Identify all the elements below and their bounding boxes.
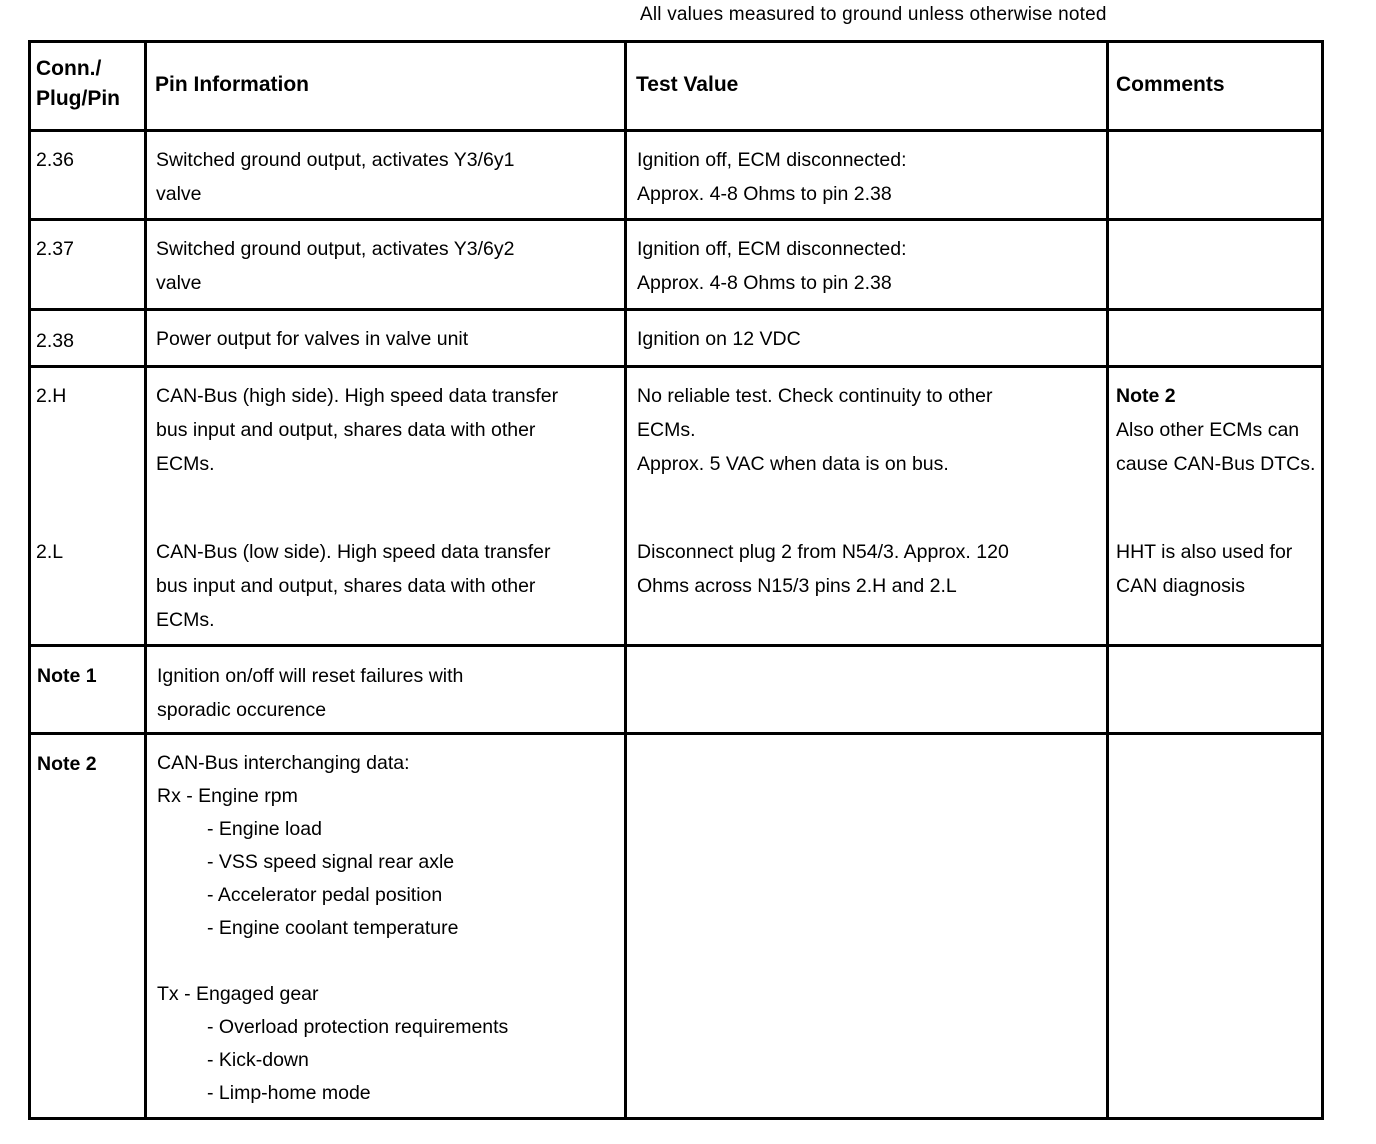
note-1-info-line-1: Ignition on/off will reset failures with [157, 665, 464, 687]
pin-2-l-info-line-2: bus input and output, shares data with other [156, 575, 536, 597]
pin-2-l-info [156, 535, 551, 637]
pin-2-h-info-line-2: bus input and output, shares data with other [156, 419, 536, 441]
pin-2-36: 2.36 [36, 149, 74, 171]
header-conn-plug-pin [36, 54, 141, 114]
note-2-label: Note 2 [37, 753, 97, 775]
pin-2-37-info-line-1: Switched ground output, activates Y3/6y2 [156, 238, 515, 260]
top-note: All values measured to ground unless otherwise noted [640, 4, 1107, 25]
header-conn-line-2: Plug/Pin [36, 87, 120, 110]
row-divider-can [28, 644, 1324, 647]
pin-2-h-test-line-2: ECMs. [637, 419, 696, 441]
pin-2-36-info-line-1: Switched ground output, activates Y3/6y1 [156, 149, 515, 171]
pin-2-h-comment-title: Note 2 [1116, 385, 1176, 407]
pin-2-h-info [156, 379, 558, 481]
row-divider-236 [28, 218, 1324, 221]
pin-2-l: 2.L [36, 541, 64, 563]
pin-2-37-test [637, 232, 907, 300]
pin-2-l-info-line-1: CAN-Bus (low side). High speed data transfer [156, 541, 551, 563]
pin-2-h-test-line-3: Approx. 5 VAC when data is on bus. [637, 453, 949, 475]
note-2-rx-item: - Accelerator pedal position [207, 884, 443, 906]
note-1-label: Note 1 [37, 665, 97, 687]
note-2-rx-label: Rx - Engine rpm [157, 785, 298, 807]
pin-2-l-comment-line-1: HHT is also used for [1116, 541, 1293, 563]
note-2-tx-item: - Overload protection requirements [207, 1016, 509, 1038]
table-border-top [28, 40, 1324, 43]
row-divider-238 [28, 365, 1324, 368]
pin-2-37: 2.37 [36, 238, 74, 260]
pin-2-h: 2.H [36, 385, 67, 407]
pin-2-h-comment [1116, 379, 1315, 481]
column-divider-1 [144, 40, 147, 1120]
note-2-spacer [157, 945, 508, 978]
pin-2-38-test: Ignition on 12 VDC [637, 328, 801, 350]
header-conn-line-1: Conn./ [36, 57, 102, 80]
pin-2-36-test-line-1: Ignition off, ECM disconnected: [637, 149, 907, 171]
pin-2-37-test-line-1: Ignition off, ECM disconnected: [637, 238, 907, 260]
note-1-info [157, 659, 463, 727]
pin-2-38: 2.38 [36, 330, 74, 352]
pin-2-l-info-line-3: ECMs. [156, 609, 215, 631]
column-divider-2 [624, 40, 627, 1120]
column-divider-3 [1106, 40, 1109, 1120]
note-2-intro: CAN-Bus interchanging data: [157, 752, 410, 774]
pin-2-36-info-line-2: valve [156, 183, 202, 205]
pin-2-37-test-line-2: Approx. 4-8 Ohms to pin 2.38 [637, 272, 892, 294]
header-comments: Comments [1116, 73, 1225, 96]
pin-2-l-test [637, 535, 1009, 603]
pin-2-l-comment-line-2: CAN diagnosis [1116, 575, 1245, 597]
table-border-left [28, 40, 31, 1120]
pin-2-h-comment-line-1: Also other ECMs can [1116, 419, 1300, 441]
note-1-info-line-2: sporadic occurence [157, 699, 327, 721]
header-pin-information: Pin Information [155, 73, 309, 96]
note-2-rx-item: - Engine load [207, 818, 322, 840]
pin-2-h-comment-line-2: cause CAN-Bus DTCs. [1116, 453, 1316, 475]
pin-2-h-test [637, 379, 993, 481]
row-divider-header [28, 129, 1324, 132]
pin-2-36-test [637, 143, 907, 211]
pin-2-38-info: Power output for valves in valve unit [156, 328, 469, 350]
note-2-tx-label: Tx - Engaged gear [157, 983, 319, 1005]
pin-2-37-info-line-2: valve [156, 272, 202, 294]
row-divider-note1 [28, 732, 1324, 735]
pin-table [28, 40, 1324, 1120]
pin-2-36-test-line-2: Approx. 4-8 Ohms to pin 2.38 [637, 183, 892, 205]
note-2-info [157, 747, 508, 1110]
pin-2-l-comment [1116, 535, 1292, 603]
table-border-bottom [28, 1117, 1324, 1120]
table-border-right [1321, 40, 1324, 1120]
pin-2-36-info [156, 143, 514, 211]
pin-2-l-test-line-2: Ohms across N15/3 pins 2.H and 2.L [637, 575, 957, 597]
note-2-tx-item: - Kick-down [207, 1049, 309, 1071]
note-2-tx-item: - Limp-home mode [207, 1082, 371, 1104]
row-divider-237 [28, 308, 1324, 311]
pin-2-h-info-line-3: ECMs. [156, 453, 215, 475]
header-test-value: Test Value [636, 73, 739, 96]
note-2-rx-item: - VSS speed signal rear axle [207, 851, 455, 873]
pin-2-h-test-line-1: No reliable test. Check continuity to other [637, 385, 993, 407]
pin-2-l-test-line-1: Disconnect plug 2 from N54/3. Approx. 120 [637, 541, 1009, 563]
note-2-rx-item: - Engine coolant temperature [207, 917, 459, 939]
pin-2-h-info-line-1: CAN-Bus (high side). High speed data transfer [156, 385, 559, 407]
pin-2-37-info [156, 232, 514, 300]
